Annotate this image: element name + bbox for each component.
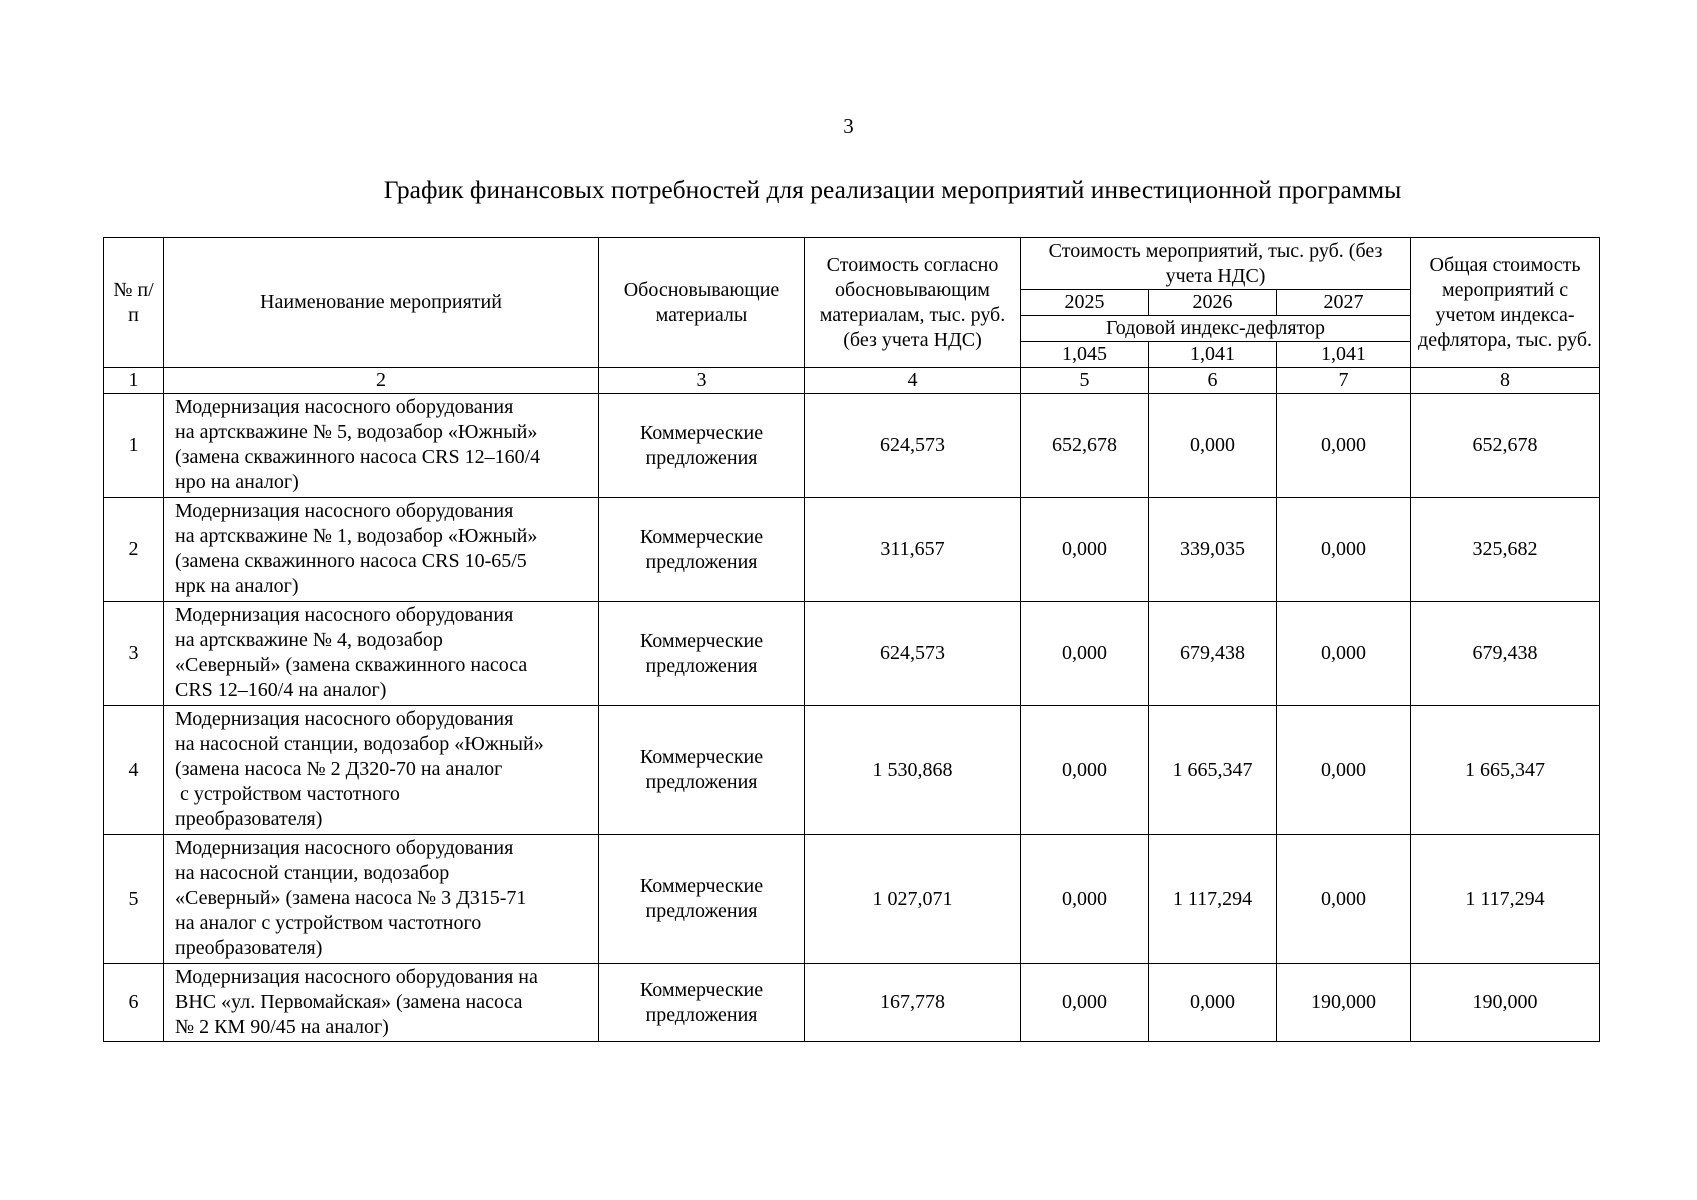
row-materials: Коммерческие предложения	[599, 602, 805, 706]
row-2026: 339,035	[1149, 498, 1277, 602]
row-materials: Коммерческие предложения	[599, 835, 805, 964]
row-2026: 0,000	[1149, 394, 1277, 498]
row-name-line: «Северный» (замена скважинного насоса	[175, 654, 528, 676]
row-num: 6	[104, 964, 164, 1042]
header-num: № п/п	[104, 238, 164, 368]
header-cost: Стоимость согласно обосновывающим материалам, тыс. руб. (без учета НДС)	[805, 238, 1021, 368]
row-name	[164, 394, 599, 498]
row-num: 2	[104, 498, 164, 602]
row-name	[164, 498, 599, 602]
row-name	[164, 835, 599, 964]
row-total: 679,438	[1411, 602, 1600, 706]
row-2027: 0,000	[1277, 835, 1411, 964]
header-deflator-2027: 1,041	[1277, 342, 1411, 368]
row-cost: 167,778	[805, 964, 1021, 1042]
row-name	[164, 706, 599, 835]
column-number: 1	[104, 368, 164, 394]
row-2026: 1 117,294	[1149, 835, 1277, 964]
row-name-line: Модернизация насосного оборудования	[175, 708, 514, 730]
table-row	[104, 602, 1600, 706]
table-row	[104, 964, 1600, 1042]
row-2025: 0,000	[1021, 498, 1149, 602]
column-number: 6	[1149, 368, 1277, 394]
header-year-2026: 2026	[1149, 290, 1277, 316]
row-2025: 652,678	[1021, 394, 1149, 498]
row-total: 190,000	[1411, 964, 1600, 1042]
row-2027: 0,000	[1277, 706, 1411, 835]
table-row	[104, 394, 1600, 498]
row-name-line: на артскважине № 5, водозабор «Южный»	[175, 421, 538, 443]
row-2026: 679,438	[1149, 602, 1277, 706]
column-number-row	[104, 368, 1600, 394]
row-name-line: на артскважине № 4, водозабор	[175, 629, 443, 651]
row-name-line: CRS 12–160/4 на аналог)	[175, 679, 387, 701]
row-name-line: Модернизация насосного оборудования	[175, 396, 514, 418]
column-number: 8	[1411, 368, 1600, 394]
row-name-line: преобразователя)	[175, 808, 323, 830]
table-row	[104, 498, 1600, 602]
column-number: 7	[1277, 368, 1411, 394]
row-name-line: (замена скважинного насоса CRS 10-65/5	[175, 550, 527, 572]
row-total: 325,682	[1411, 498, 1600, 602]
row-num: 1	[104, 394, 164, 498]
row-2026: 1 665,347	[1149, 706, 1277, 835]
row-cost: 311,657	[805, 498, 1021, 602]
header-total: Общая стоимость мероприятий с учетом индекса-дефлятора, тыс. руб.	[1411, 238, 1600, 368]
row-2027: 0,000	[1277, 602, 1411, 706]
row-num: 3	[104, 602, 164, 706]
row-num: 5	[104, 835, 164, 964]
column-number: 2	[164, 368, 599, 394]
header-deflator-2025: 1,045	[1021, 342, 1149, 368]
row-2027: 0,000	[1277, 394, 1411, 498]
header-materials: Обосновывающие материалы	[599, 238, 805, 368]
row-cost: 1 530,868	[805, 706, 1021, 835]
row-name-line: Модернизация насосного оборудования на	[175, 966, 538, 988]
row-materials: Коммерческие предложения	[599, 964, 805, 1042]
row-name-line: (замена насоса № 2 Д320-70 на аналог	[175, 758, 503, 780]
row-2027: 190,000	[1277, 964, 1411, 1042]
column-number: 5	[1021, 368, 1149, 394]
row-name	[164, 964, 599, 1042]
row-name-line: на насосной станции, водозабор	[175, 862, 450, 884]
header-events-cost: Стоимость мероприятий, тыс. руб. (без учета НДС)	[1021, 238, 1411, 290]
row-2025: 0,000	[1021, 706, 1149, 835]
table-row	[104, 706, 1600, 835]
header-name: Наименование мероприятий	[164, 238, 599, 368]
row-name-line: «Северный» (замена насоса № 3 Д315-71	[175, 887, 527, 909]
row-name-line: преобразователя)	[175, 937, 323, 959]
row-name-line: нро на аналог)	[175, 471, 299, 493]
row-materials: Коммерческие предложения	[599, 394, 805, 498]
page-number: 3	[843, 114, 854, 138]
column-number: 4	[805, 368, 1021, 394]
column-number: 3	[599, 368, 805, 394]
row-2025: 0,000	[1021, 835, 1149, 964]
header-year-2027: 2027	[1277, 290, 1411, 316]
document-title: График финансовых потребностей для реализации мероприятий инвестиционной программы	[383, 175, 1402, 204]
row-name-line: нрк на аналог)	[175, 575, 299, 597]
row-total: 652,678	[1411, 394, 1600, 498]
row-name-line: с устройством частотного	[175, 783, 400, 805]
row-num: 4	[104, 706, 164, 835]
row-materials: Коммерческие предложения	[599, 706, 805, 835]
row-name-line: на артскважине № 1, водозабор «Южный»	[175, 525, 538, 547]
row-name-line: Модернизация насосного оборудования	[175, 837, 514, 859]
header-deflator-label: Годовой индекс-дефлятор	[1021, 316, 1411, 342]
row-2025: 0,000	[1021, 602, 1149, 706]
row-materials: Коммерческие предложения	[599, 498, 805, 602]
row-cost: 624,573	[805, 394, 1021, 498]
header-row-1	[104, 238, 1600, 290]
row-name-line: Модернизация насосного оборудования	[175, 604, 514, 626]
row-name-line: ВНС «ул. Первомайская» (замена насоса	[175, 991, 523, 1013]
row-cost: 624,573	[805, 602, 1021, 706]
row-name-line: на насосной станции, водозабор «Южный»	[175, 733, 544, 755]
row-name-line: (замена скважинного насоса CRS 12–160/4	[175, 446, 541, 468]
header-year-2025: 2025	[1021, 290, 1149, 316]
row-2025: 0,000	[1021, 964, 1149, 1042]
row-name-line: Модернизация насосного оборудования	[175, 500, 514, 522]
row-total: 1 665,347	[1411, 706, 1600, 835]
row-cost: 1 027,071	[805, 835, 1021, 964]
row-2026: 0,000	[1149, 964, 1277, 1042]
row-name	[164, 602, 599, 706]
investment-schedule-table	[103, 237, 1600, 1042]
row-name-line: на аналог с устройством частотного	[175, 912, 482, 934]
row-total: 1 117,294	[1411, 835, 1600, 964]
row-2027: 0,000	[1277, 498, 1411, 602]
table-row	[104, 835, 1600, 964]
header-deflator-2026: 1,041	[1149, 342, 1277, 368]
row-name-line: № 2 КМ 90/45 на аналог)	[175, 1016, 389, 1038]
